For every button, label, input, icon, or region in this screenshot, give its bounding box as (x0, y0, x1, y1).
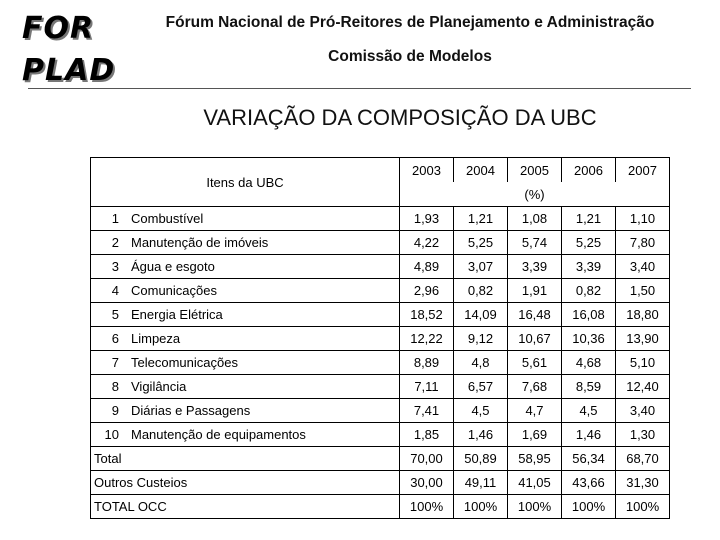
row-value: 4,22 (400, 231, 454, 255)
summary-value: 100% (454, 495, 508, 519)
row-value: 9,12 (454, 327, 508, 351)
row-value: 1,85 (400, 423, 454, 447)
row-item-label: Água e esgoto (125, 255, 400, 279)
row-value: 1,10 (616, 207, 670, 231)
row-value: 1,21 (562, 207, 616, 231)
summary-label: Total (91, 447, 400, 471)
summary-row (91, 447, 670, 471)
summary-value: 70,00 (400, 447, 454, 471)
row-value: 13,90 (616, 327, 670, 351)
row-index: 5 (91, 303, 126, 327)
organization-name: Fórum Nacional de Pró-Reitores de Planejamento e Administração (165, 14, 655, 31)
row-item-label: Diárias e Passagens (125, 399, 400, 423)
row-value: 0,82 (454, 279, 508, 303)
summary-row (91, 495, 670, 519)
row-value: 18,52 (400, 303, 454, 327)
row-value: 12,40 (616, 375, 670, 399)
logo-line-1: FOR (22, 11, 95, 46)
year-header: 2007 (616, 158, 670, 183)
row-value: 1,46 (454, 423, 508, 447)
year-header: 2004 (454, 158, 508, 183)
table-row (91, 231, 670, 255)
table-row (91, 351, 670, 375)
row-item-label: Vigilância (125, 375, 400, 399)
summary-value: 43,66 (562, 471, 616, 495)
summary-value: 30,00 (400, 471, 454, 495)
header-divider (28, 88, 691, 89)
row-value: 1,50 (616, 279, 670, 303)
row-value: 4,5 (562, 399, 616, 423)
row-index: 8 (91, 375, 126, 399)
row-value: 1,21 (454, 207, 508, 231)
row-value: 12,22 (400, 327, 454, 351)
summary-value: 50,89 (454, 447, 508, 471)
ubc-table (90, 157, 670, 519)
row-value: 0,82 (562, 279, 616, 303)
item-column-header: Itens da UBC (91, 158, 400, 207)
summary-row (91, 471, 670, 495)
row-index: 4 (91, 279, 126, 303)
row-index: 7 (91, 351, 126, 375)
row-value: 5,61 (508, 351, 562, 375)
row-value: 16,08 (562, 303, 616, 327)
row-value: 7,80 (616, 231, 670, 255)
row-value: 6,57 (454, 375, 508, 399)
row-value: 3,40 (616, 255, 670, 279)
row-value: 5,74 (508, 231, 562, 255)
row-value: 2,96 (400, 279, 454, 303)
row-index: 6 (91, 327, 126, 351)
row-value: 18,80 (616, 303, 670, 327)
row-value: 4,7 (508, 399, 562, 423)
table-row (91, 375, 670, 399)
table-row (91, 207, 670, 231)
row-index: 3 (91, 255, 126, 279)
year-header: 2005 (508, 158, 562, 183)
row-value: 1,46 (562, 423, 616, 447)
table-header-row (91, 158, 670, 183)
row-value: 1,91 (508, 279, 562, 303)
row-value: 5,25 (454, 231, 508, 255)
row-value: 7,68 (508, 375, 562, 399)
row-index: 2 (91, 231, 126, 255)
row-value: 16,48 (508, 303, 562, 327)
summary-label: Outros Custeios (91, 471, 400, 495)
row-value: 4,5 (454, 399, 508, 423)
summary-value: 100% (562, 495, 616, 519)
logo-line-2: PLAD (22, 53, 116, 88)
table-row (91, 279, 670, 303)
row-item-label: Manutenção de imóveis (125, 231, 400, 255)
row-item-label: Telecomunicações (125, 351, 400, 375)
row-value: 10,67 (508, 327, 562, 351)
row-value: 1,30 (616, 423, 670, 447)
row-value: 3,39 (562, 255, 616, 279)
summary-value: 100% (400, 495, 454, 519)
row-value: 8,89 (400, 351, 454, 375)
row-item-label: Energia Elétrica (125, 303, 400, 327)
row-value: 3,07 (454, 255, 508, 279)
row-index: 1 (91, 207, 126, 231)
summary-value: 41,05 (508, 471, 562, 495)
row-index: 10 (91, 423, 126, 447)
summary-value: 100% (616, 495, 670, 519)
summary-value: 31,30 (616, 471, 670, 495)
row-item-label: Manutenção de equipamentos (125, 423, 400, 447)
row-value: 3,39 (508, 255, 562, 279)
row-value: 4,68 (562, 351, 616, 375)
row-value: 5,25 (562, 231, 616, 255)
summary-value: 56,34 (562, 447, 616, 471)
row-value: 8,59 (562, 375, 616, 399)
row-value: 7,11 (400, 375, 454, 399)
row-value: 1,08 (508, 207, 562, 231)
row-value: 1,69 (508, 423, 562, 447)
table-row (91, 303, 670, 327)
table-row (91, 327, 670, 351)
table-row (91, 423, 670, 447)
row-value: 5,10 (616, 351, 670, 375)
row-item-label: Limpeza (125, 327, 400, 351)
summary-label: TOTAL OCC (91, 495, 400, 519)
summary-value: 58,95 (508, 447, 562, 471)
summary-value: 49,11 (454, 471, 508, 495)
row-value: 1,93 (400, 207, 454, 231)
table-row (91, 255, 670, 279)
year-header: 2003 (400, 158, 454, 183)
row-value: 14,09 (454, 303, 508, 327)
summary-value: 100% (508, 495, 562, 519)
page-title: VARIAÇÃO DA COMPOSIÇÃO DA UBC (203, 105, 597, 130)
table-row (91, 399, 670, 423)
row-value: 4,8 (454, 351, 508, 375)
forplad-logo (22, 8, 115, 92)
row-value: 7,41 (400, 399, 454, 423)
year-header: 2006 (562, 158, 616, 183)
committee-name: Comissão de Modelos (328, 48, 492, 65)
row-index: 9 (91, 399, 126, 423)
row-item-label: Comunicações (125, 279, 400, 303)
row-item-label: Combustível (125, 207, 400, 231)
row-value: 4,89 (400, 255, 454, 279)
row-value: 3,40 (616, 399, 670, 423)
row-value: 10,36 (562, 327, 616, 351)
unit-label: (%) (400, 182, 670, 207)
summary-value: 68,70 (616, 447, 670, 471)
